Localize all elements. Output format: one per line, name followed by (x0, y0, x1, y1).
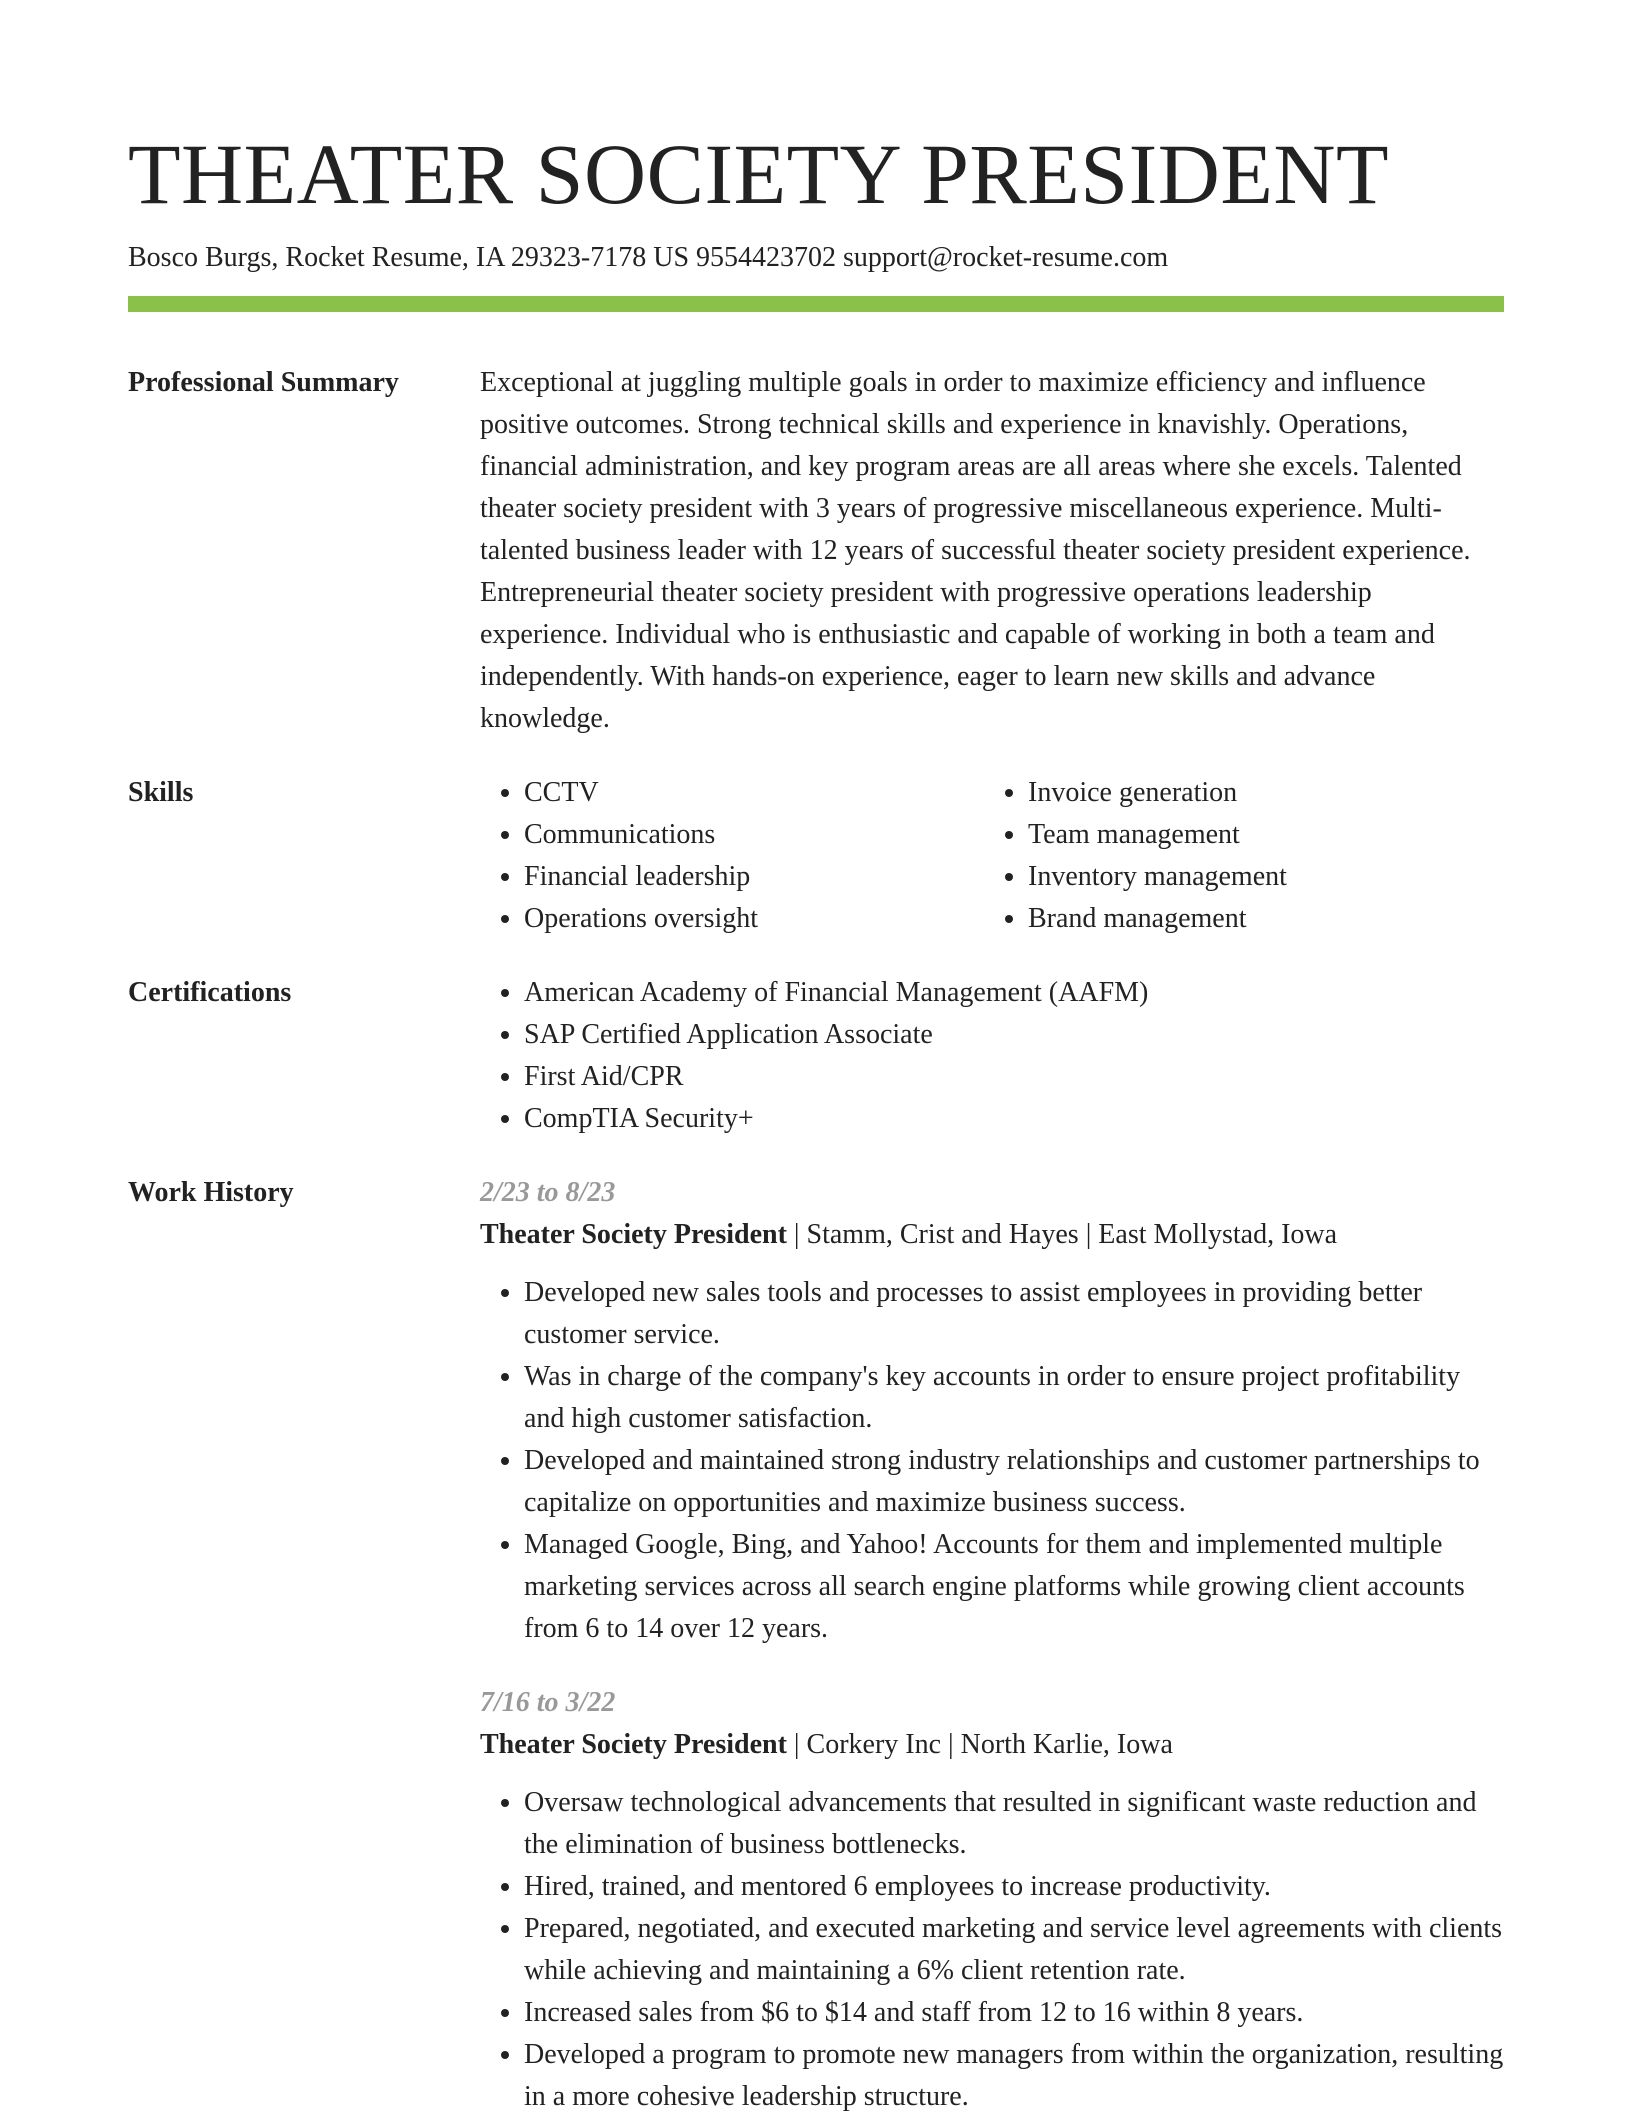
list-item: • Invoice generation (1028, 772, 1488, 814)
skills-list-right (984, 772, 1488, 940)
resume-page (128, 0, 1504, 2118)
list-item: • Developed and maintained strong industry relationships and customer partnerships to capitalize on opportunities and maximize business success. (524, 1440, 1504, 1524)
list-item: • Communications (524, 814, 984, 856)
list-item: • Developed new sales tools and processes to assist employees in providing better customer service. (524, 1272, 1504, 1356)
work-history-heading: Work History (128, 1177, 294, 1208)
summary-text: Exceptional at juggling multiple goals in order to maximize efficiency and influence positive outcomes. Strong technical skills and experience in knavishly. Operations, financial administration, and key program areas are all areas where she excels. Talented theater society president with 3 years of progressive miscellaneous experience. Multi-talented business leader with 12 years of successful theater society president experience. Entrepreneurial theater society president with progressive operations leadership experience. Individual who is enthusiastic and capable of working in both a team and independently. With hands-on experience, eager to learn new skills and advance knowledge. (480, 367, 1471, 734)
job-heading (480, 1214, 1504, 1256)
list-item: • Team management (1028, 814, 1488, 856)
list-item: • Hired, trained, and mentored 6 employees to increase productivity. (524, 1866, 1504, 1908)
skills-heading: Skills (128, 777, 194, 808)
list-item: • CCTV (524, 772, 984, 814)
list-item: • Developed a program to promote new managers from within the organization, resulting in a more cohesive leadership structure. (524, 2034, 1504, 2118)
list-item: • Managed Google, Bing, and Yahoo! Accounts for them and implemented multiple marketing services across all search engine platforms while growing client accounts from 6 to 14 over 12 years. (524, 1524, 1504, 1650)
list-item: • American Academy of Financial Management (AAFM) (524, 972, 1504, 1014)
list-item: • Operations oversight (524, 898, 984, 940)
certifications-heading: Certifications (128, 977, 292, 1008)
job-details: | Stamm, Crist and Hayes | East Mollystad, Iowa (786, 1219, 1338, 1250)
skills-list-left (480, 772, 984, 940)
list-item: • First Aid/CPR (524, 1056, 1504, 1098)
header-divider (128, 296, 1504, 312)
skills-section (128, 772, 1504, 940)
job-bullet-list (480, 1782, 1504, 2118)
list-item: • SAP Certified Application Associate (524, 1014, 1504, 1056)
certifications-section (128, 972, 1504, 1140)
job-title: Theater Society President (480, 1729, 787, 1760)
list-item: • Inventory management (1028, 856, 1488, 898)
list-item: • Oversaw technological advancements that resulted in significant waste reduction and the elimination of business bottlenecks. (524, 1782, 1504, 1866)
certifications-list (480, 972, 1504, 1140)
list-item: • Increased sales from $6 to $14 and staff from 12 to 16 within 8 years. (524, 1992, 1504, 2034)
job-entry (480, 1682, 1504, 2118)
list-item: • CompTIA Security+ (524, 1098, 1504, 1140)
list-item: • Financial leadership (524, 856, 984, 898)
summary-heading: Professional Summary (128, 367, 399, 398)
list-item: • Was in charge of the company's key accounts in order to ensure project profitability and high customer satisfaction. (524, 1356, 1504, 1440)
list-item: • Prepared, negotiated, and executed marketing and service level agreements with clients while achieving and maintaining a 6% client retention rate. (524, 1908, 1504, 1992)
job-dates: 2/23 to 8/23 (480, 1177, 616, 1208)
job-title: Theater Society President (480, 1219, 787, 1250)
resume-title: THEATER SOCIETY PRESIDENT (128, 126, 1390, 222)
job-bullet-list (480, 1272, 1504, 1650)
contact-line: Bosco Burgs, Rocket Resume, IA 29323-7178 US 9554423702 support@rocket-resume.com (128, 242, 1169, 273)
list-item: • Brand management (1028, 898, 1488, 940)
job-entry (480, 1172, 1504, 1650)
summary-section (128, 362, 1504, 740)
work-history-section (128, 1172, 1504, 2118)
job-heading (480, 1724, 1504, 1766)
job-details: | Corkery Inc | North Karlie, Iowa (786, 1729, 1173, 1760)
job-dates: 7/16 to 3/22 (480, 1687, 616, 1718)
